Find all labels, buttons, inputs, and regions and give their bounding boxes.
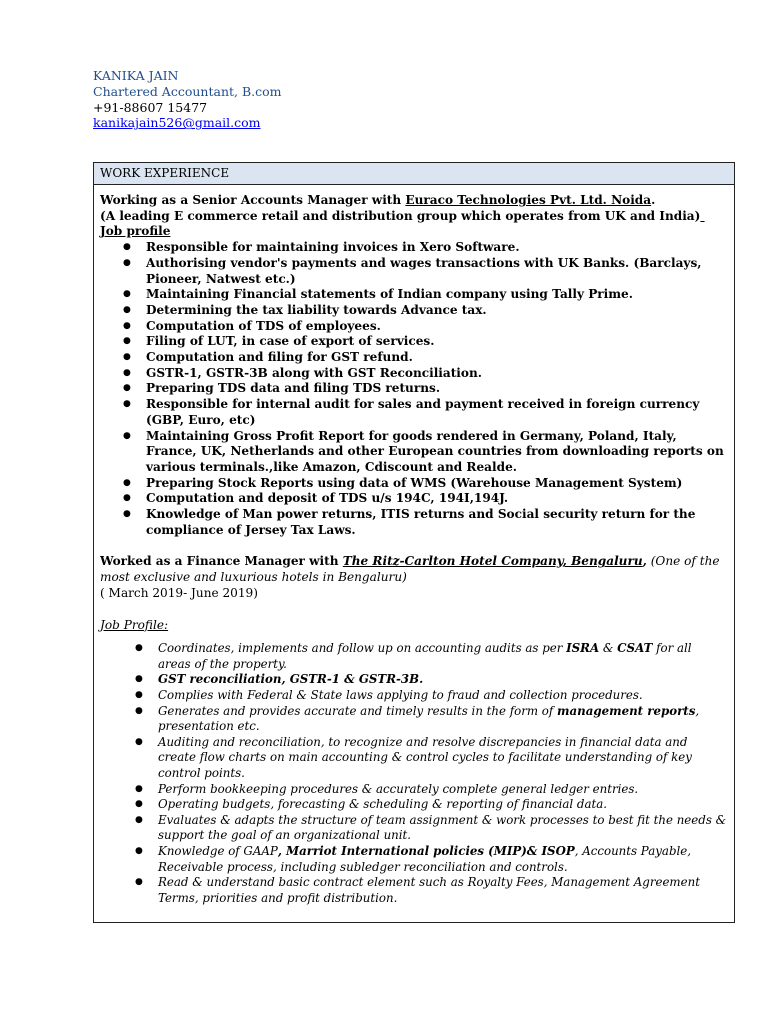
list-item: ● Responsible for maintaining invoices in Xero Software. bbox=[100, 240, 728, 256]
list-item: ● Preparing TDS data and filing TDS returns. bbox=[100, 381, 728, 397]
section-title: WORK EXPERIENCE bbox=[94, 163, 734, 185]
list-item: ● Auditing and reconciliation, to recognize and resolve discrepancies in financial data and create flow charts on main accounting & control cycles to facilitate understanding of key control points. bbox=[100, 735, 728, 782]
list-item: ● Complies with Federal & State laws applying to fraud and collection procedures. bbox=[100, 688, 728, 704]
job2-comma: , bbox=[642, 554, 647, 569]
list-item: ● Operating budgets, forecasting & scheduling & reporting of financial data. bbox=[100, 797, 728, 813]
list-item: ● Knowledge of GAAP, Marriot International policies (MIP)& ISOP, Accounts Payable, Receivable process, including subledger reconciliation and controls. bbox=[100, 844, 728, 875]
job2-profile-label: Job Profile: bbox=[100, 617, 169, 632]
job1-description bbox=[100, 209, 728, 225]
list-item: ● Responsible for internal audit for sales and payment received in foreign currency (GBP, Euro, etc) bbox=[100, 397, 728, 428]
list-item: ● Computation and filing for GST refund. bbox=[100, 350, 728, 366]
list-item: ● Filing of LUT, in case of export of services. bbox=[100, 334, 728, 350]
resume-header bbox=[93, 68, 282, 131]
work-experience-section bbox=[93, 162, 735, 923]
list-item: ● Coordinates, implements and follow up on accounting audits as per ISRA & CSAT for all areas of the property. bbox=[100, 641, 728, 672]
section-content bbox=[94, 185, 734, 906]
list-item: ● Maintaining Gross Profit Report for goods rendered in Germany, Poland, Italy, France, UK, Netherlands and other European countries from downloading reports on various terminals.,like Amazon, Cdiscount and Realde. bbox=[100, 429, 728, 476]
job1-intro: Working as a Senior Accounts Manager with bbox=[100, 193, 406, 207]
job2-bullet-list bbox=[100, 641, 728, 906]
job1-bullet-list bbox=[100, 240, 728, 538]
job1-profile-label: Job profile bbox=[100, 224, 171, 239]
candidate-title: Chartered Accountant, B.com bbox=[93, 83, 282, 99]
list-item: ● Authorising vendor's payments and wages transactions with UK Banks. (Barclays, Pioneer, Natwest etc.) bbox=[100, 256, 728, 287]
job1-desc-text: (A leading E commerce retail and distribution group which operates from UK and India) bbox=[100, 208, 701, 223]
list-item: ● Computation of TDS of employees. bbox=[100, 319, 728, 335]
list-item: ● Determining the tax liability towards Advance tax. bbox=[100, 303, 728, 319]
candidate-name: KANIKA JAIN bbox=[93, 68, 179, 83]
job1-company: Euraco Technologies Pvt. Ltd. Noida bbox=[405, 193, 652, 207]
job2-heading bbox=[100, 554, 728, 585]
email-link[interactable]: kanikajain526@gmail.com bbox=[93, 115, 261, 131]
list-item: ● GST reconciliation, GSTR-1 & GSTR-3B. bbox=[100, 672, 728, 688]
list-item: ● Evaluates & adapts the structure of team assignment & work processes to best fit the needs & support the goal of an organizational unit. bbox=[100, 813, 728, 844]
list-item: ● Maintaining Financial statements of Indian company using Tally Prime. bbox=[100, 287, 728, 303]
list-item: ● Knowledge of Man power returns, ITIS returns and Social security return for the compliance of Jersey Tax Laws. bbox=[100, 507, 728, 538]
phone-number: +91-88607 15477 bbox=[93, 99, 208, 115]
list-item: ● Perform bookkeeping procedures & accurately complete general ledger entries. bbox=[100, 782, 728, 798]
list-item: ● Preparing Stock Reports using data of WMS (Warehouse Management System) bbox=[100, 476, 728, 492]
job2-dates: ( March 2019- June 2019) bbox=[100, 585, 258, 600]
job1-intro-end: . bbox=[651, 193, 656, 207]
list-item: ● GSTR-1, GSTR-3B along with GST Reconciliation. bbox=[100, 366, 728, 382]
list-item: ● Generates and provides accurate and timely results in the form of management reports, presentation etc. bbox=[100, 704, 728, 735]
list-item: ● Computation and deposit of TDS u/s 194C, 194I,194J. bbox=[100, 491, 728, 507]
job2-desc: (One of the most exclusive and luxurious hotels in Bengaluru) bbox=[100, 554, 720, 585]
job2-intro: Worked as a Finance Manager with bbox=[100, 554, 343, 569]
job2-company: The Ritz-Carlton Hotel Company, Bengaluru bbox=[342, 554, 643, 569]
list-item: ● Read & understand basic contract element such as Royalty Fees, Management Agreement Terms, priorities and profit distribution. bbox=[100, 875, 728, 906]
job1-heading bbox=[100, 193, 728, 209]
